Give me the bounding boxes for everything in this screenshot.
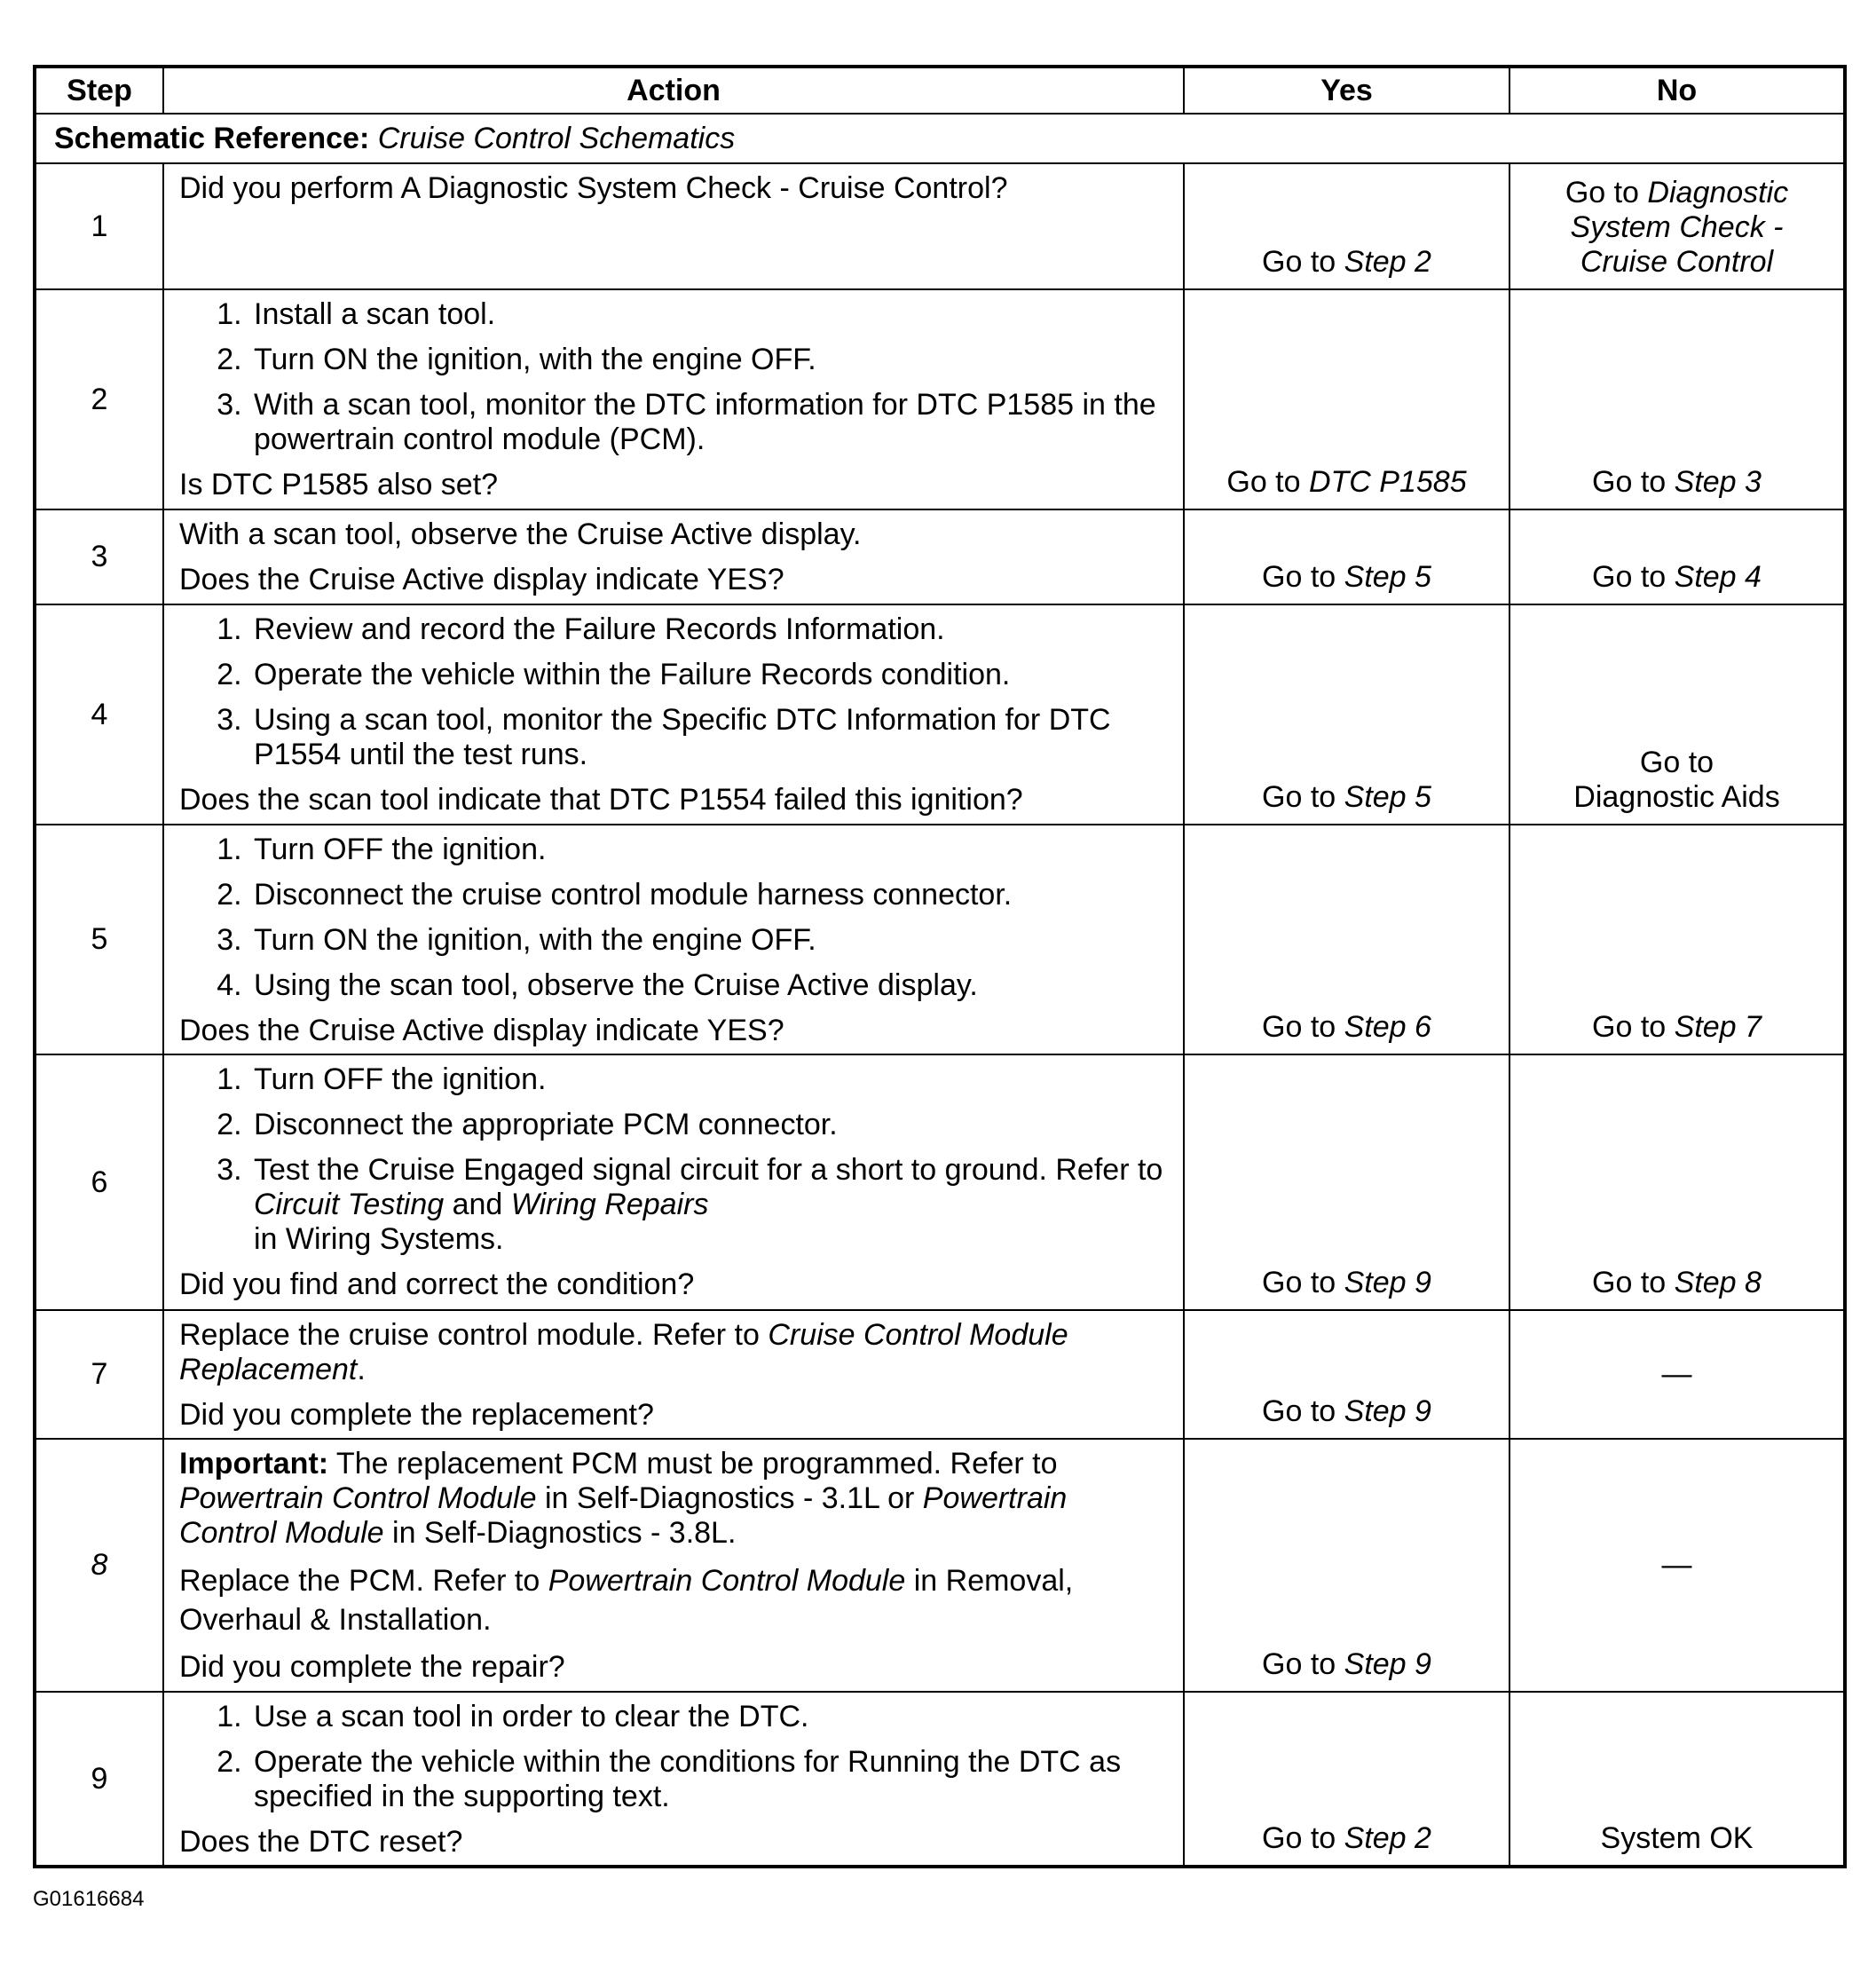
action-item-text: Test the Cruise Engaged signal circuit for a short to ground. Refer to xyxy=(254,1153,1163,1187)
action-question: Does the DTC reset? xyxy=(179,1825,463,1859)
schematic-reference-label: Schematic Reference: xyxy=(54,121,370,155)
action-list xyxy=(179,1700,1171,1814)
yes-cell xyxy=(1184,604,1509,825)
yes-cell xyxy=(1184,163,1509,289)
table-row xyxy=(35,1054,1845,1310)
header-yes: Yes xyxy=(1184,67,1509,114)
action-item xyxy=(250,1153,1171,1257)
action-cell xyxy=(163,1439,1184,1692)
action-item: 1. Use a scan tool in order to clear the DTC. xyxy=(250,1700,1171,1734)
cruise-control-module-replacement-link[interactable]: Cruise Control Module Replacement xyxy=(179,1318,1068,1386)
schematic-reference-link[interactable]: Cruise Control Schematics xyxy=(377,121,736,155)
action-cell xyxy=(163,1692,1184,1867)
go-to-label: Go to xyxy=(1262,780,1344,814)
step-number: 5 xyxy=(35,825,163,1054)
action-item: 2. Operate the vehicle within the conditions for Running the DTC as specified in the supporting text. xyxy=(250,1745,1171,1814)
go-to-label: Go to xyxy=(1262,1394,1344,1428)
table-row xyxy=(35,1310,1845,1439)
action-list xyxy=(179,1062,1171,1257)
no-cell: System OK xyxy=(1509,1692,1845,1867)
note-text: in Self-Diagnostics - 3.8L. xyxy=(383,1516,737,1550)
action-item: 3. With a scan tool, monitor the DTC information for DTC P1585 in the powertrain control module (PCM). xyxy=(250,388,1171,457)
no-cell xyxy=(1509,1054,1845,1310)
pcm-removal-link[interactable]: Powertrain Control Module xyxy=(548,1564,906,1598)
header-action: Action xyxy=(163,67,1184,114)
action-item: 3. Using a scan tool, monitor the Specific DTC Information for DTC P1554 until the test runs. xyxy=(250,703,1171,772)
wiring-repairs-link[interactable]: Wiring Repairs xyxy=(510,1188,709,1221)
action-item-text: in Wiring Systems. xyxy=(254,1222,504,1256)
important-note xyxy=(179,1447,1171,1551)
yes-link[interactable]: Step 9 xyxy=(1344,1394,1431,1428)
action-cell xyxy=(163,825,1184,1054)
action-cell xyxy=(163,1054,1184,1310)
action-question: Did you perform A Diagnostic System Check - Cruise Control? xyxy=(179,171,1008,205)
diagnostic-table xyxy=(33,65,1847,1868)
table-row xyxy=(35,825,1845,1054)
action-item: 2. Disconnect the appropriate PCM connector. xyxy=(250,1108,1171,1142)
action-item: 2. Operate the vehicle within the Failure Records condition. xyxy=(250,658,1171,692)
no-link[interactable]: Step 4 xyxy=(1674,560,1762,594)
circuit-testing-link[interactable]: Circuit Testing xyxy=(254,1188,445,1221)
no-link[interactable]: Diagnostic System Check - Cruise Control xyxy=(1570,176,1789,279)
no-link[interactable]: Diagnostic Aids xyxy=(1573,780,1780,814)
step-number: 3 xyxy=(35,509,163,604)
action-item: 3. Turn ON the ignition, with the engine OFF. xyxy=(250,923,1171,958)
pcm-self-diag-38-link[interactable]: Powertrain Control Module xyxy=(179,1481,1068,1550)
yes-cell xyxy=(1184,509,1509,604)
note-text: in Self-Diagnostics - 3.1L or xyxy=(536,1481,923,1515)
yes-cell xyxy=(1184,1054,1509,1310)
action-cell xyxy=(163,604,1184,825)
go-to-label: Go to xyxy=(1565,176,1648,209)
go-to-label: Go to xyxy=(1592,465,1675,499)
yes-link[interactable]: Step 6 xyxy=(1344,1010,1431,1044)
important-label: Important: xyxy=(179,1447,329,1480)
action-question: Did you complete the repair? xyxy=(179,1650,565,1684)
table-row xyxy=(35,163,1845,289)
step-number: 6 xyxy=(35,1054,163,1310)
action-question: Is DTC P1585 also set? xyxy=(179,468,499,501)
table-row xyxy=(35,289,1845,509)
action-question: Did you complete the replacement? xyxy=(179,1398,654,1432)
action-cell xyxy=(163,289,1184,509)
schematic-reference-row xyxy=(35,114,1845,163)
action-list xyxy=(179,833,1171,1003)
action-cell xyxy=(163,509,1184,604)
action-text-part: in Removal, Overhaul & Installation. xyxy=(179,1564,1074,1637)
yes-link[interactable]: Step 5 xyxy=(1344,780,1431,814)
no-cell: — xyxy=(1509,1439,1845,1692)
yes-cell xyxy=(1184,1439,1509,1692)
action-text-part: Replace the cruise control module. Refer to xyxy=(179,1318,769,1352)
go-to-label: Go to xyxy=(1262,1266,1344,1299)
yes-cell xyxy=(1184,289,1509,509)
schematic-reference xyxy=(35,114,1845,163)
yes-link[interactable]: DTC P1585 xyxy=(1308,465,1467,499)
yes-link[interactable]: Step 2 xyxy=(1344,245,1431,279)
action-item: 4. Using the scan tool, observe the Cruise Active display. xyxy=(250,968,1171,1003)
no-cell xyxy=(1509,163,1845,289)
table-row xyxy=(35,1439,1845,1692)
pcm-self-diag-31-link[interactable]: Powertrain Control Module xyxy=(179,1481,537,1515)
header-step: Step xyxy=(35,67,163,114)
action-question: Did you find and correct the condition? xyxy=(179,1267,695,1301)
action-text: With a scan tool, observe the Cruise Active display. xyxy=(179,517,862,551)
go-to-label: Go to xyxy=(1262,1647,1344,1681)
action-list xyxy=(179,612,1171,772)
step-number: 9 xyxy=(35,1692,163,1867)
action-question: Does the Cruise Active display indicate YES? xyxy=(179,563,784,596)
header-no: No xyxy=(1509,67,1845,114)
table-row xyxy=(35,1692,1845,1867)
action-item: 2. Disconnect the cruise control module harness connector. xyxy=(250,878,1171,912)
no-cell xyxy=(1509,604,1845,825)
no-cell: — xyxy=(1509,1310,1845,1439)
step-number: 1 xyxy=(35,163,163,289)
no-link[interactable]: Step 8 xyxy=(1674,1266,1762,1299)
action-item: 1. Review and record the Failure Records Information. xyxy=(250,612,1171,647)
step-number: 4 xyxy=(35,604,163,825)
action-item-text: and xyxy=(444,1188,511,1221)
step-number: 7 xyxy=(35,1310,163,1439)
no-link[interactable]: Step 3 xyxy=(1674,465,1762,499)
action-item: 1. Install a scan tool. xyxy=(250,297,1171,332)
table-header-row xyxy=(35,67,1845,114)
yes-cell xyxy=(1184,1692,1509,1867)
go-to-label: Go to xyxy=(1262,1821,1344,1855)
go-to-label: Go to xyxy=(1262,560,1344,594)
yes-cell xyxy=(1184,825,1509,1054)
no-cell xyxy=(1509,289,1845,509)
go-to-label: Go to xyxy=(1592,1266,1675,1299)
no-link[interactable]: Step 7 xyxy=(1674,1010,1762,1044)
action-question: Does the scan tool indicate that DTC P1554 failed this ignition? xyxy=(179,783,1023,817)
action-list xyxy=(179,297,1171,457)
go-to-label: Go to xyxy=(1592,1010,1675,1044)
action-cell xyxy=(163,1310,1184,1439)
table-row xyxy=(35,604,1845,825)
go-to-label: Go to xyxy=(1262,245,1344,279)
yes-link[interactable]: Step 9 xyxy=(1344,1266,1431,1299)
action-cell xyxy=(163,163,1184,289)
table-row xyxy=(35,509,1845,604)
step-number: 2 xyxy=(35,289,163,509)
no-go-to: Go to xyxy=(1639,746,1714,779)
note-text: The replacement PCM must be programmed. Refer to xyxy=(328,1447,1058,1480)
go-to-label: Go to xyxy=(1592,560,1675,594)
action-item xyxy=(250,343,1171,377)
go-to-label: Go to xyxy=(1262,1010,1344,1044)
no-cell xyxy=(1509,509,1845,604)
no-cell xyxy=(1509,825,1845,1054)
figure-id: G01616684 xyxy=(33,1887,145,1911)
step-number: 8 xyxy=(35,1439,163,1692)
yes-link[interactable]: Step 2 xyxy=(1344,1821,1431,1855)
action-item: 1. Turn OFF the ignition. xyxy=(250,1062,1171,1097)
yes-link[interactable]: Step 5 xyxy=(1344,560,1431,594)
action-text xyxy=(179,1318,1171,1387)
action-text-part: . xyxy=(357,1353,366,1386)
action-text-part: Replace the PCM. Refer to xyxy=(179,1564,548,1598)
action-item: 1. Turn OFF the ignition. xyxy=(250,833,1171,867)
go-to-label: Go to xyxy=(1226,465,1309,499)
yes-cell xyxy=(1184,1310,1509,1439)
action-question: Does the Cruise Active display indicate YES? xyxy=(179,1014,784,1047)
yes-link[interactable]: Step 9 xyxy=(1344,1647,1431,1681)
action-item-text: Turn ON the ignition, with the engine OFF. xyxy=(254,343,816,376)
action-text xyxy=(179,1561,1171,1639)
